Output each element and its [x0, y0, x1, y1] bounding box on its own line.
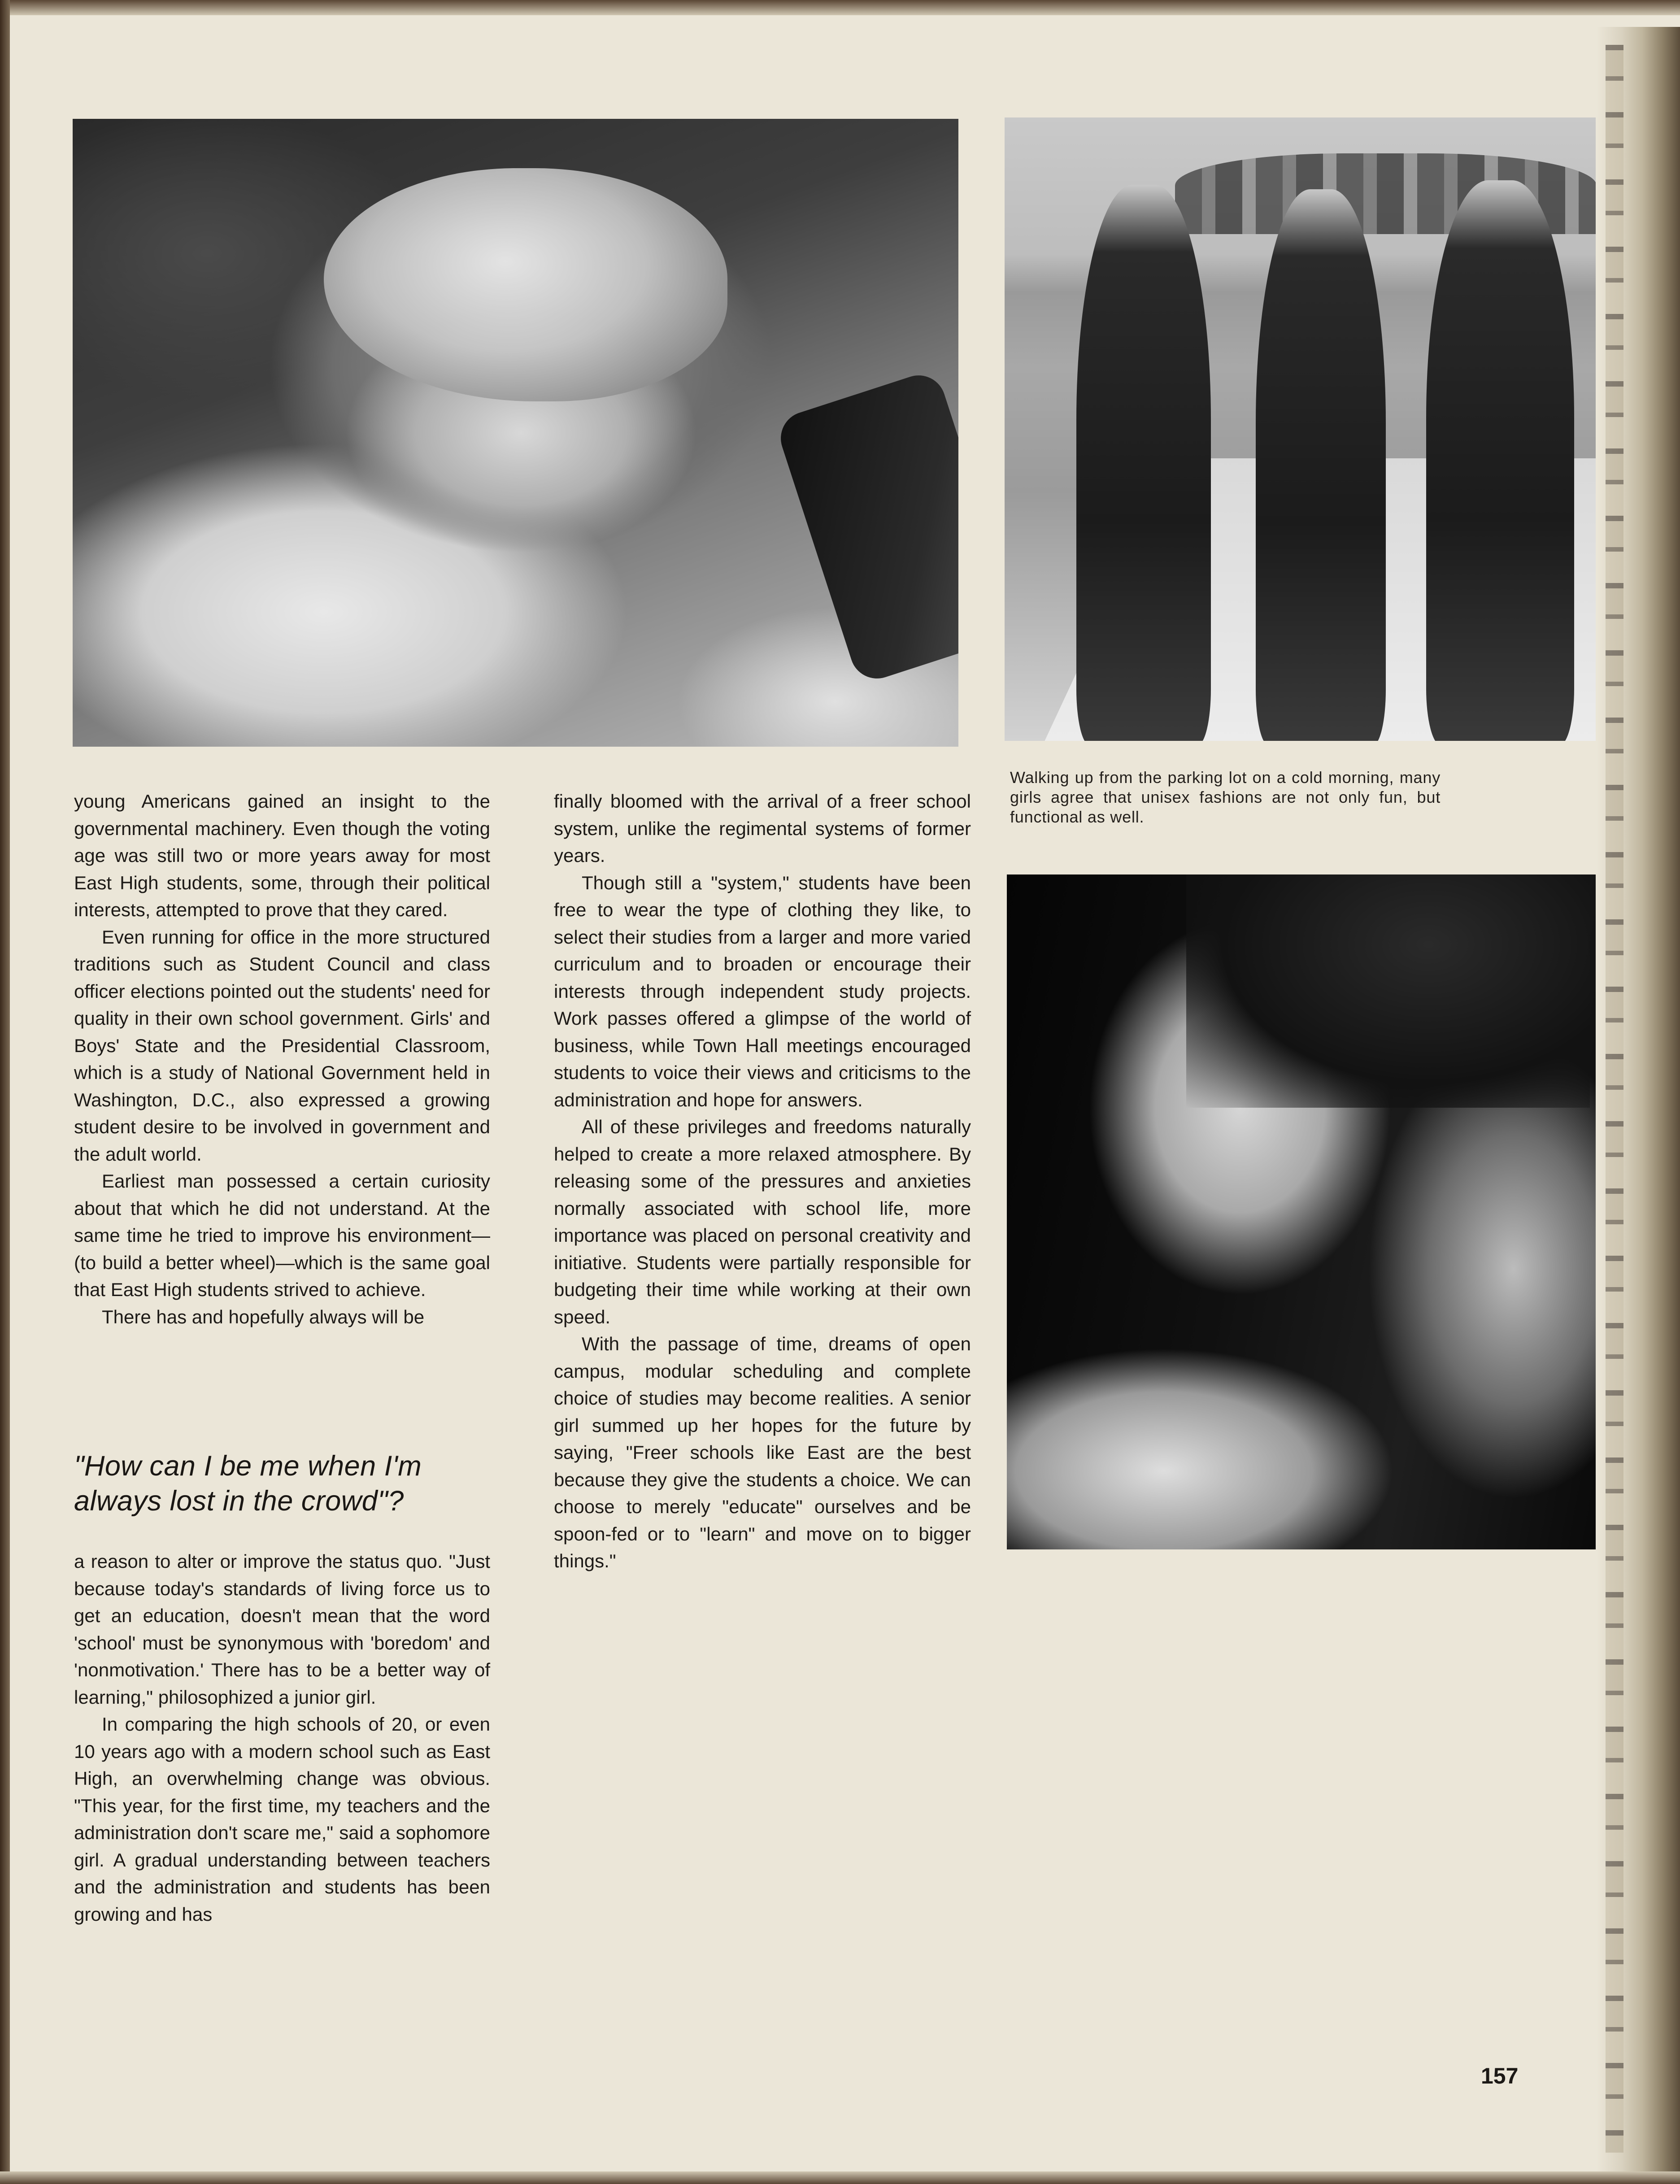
- paragraph: In comparing the high schools of 20, or even 10 years ago with a modern school such as East High, an overwhelming change was obvious. "This year, for the first time, my teachers and the administration don't scare me," said a sophomore girl. A gradual understanding between teachers and the administration and students has been growing and has: [74, 1714, 490, 1925]
- page-stack-edge: [1597, 27, 1680, 2184]
- photo-girl-center: [1256, 189, 1386, 741]
- photo-girl-left: [1076, 185, 1211, 741]
- photo-caption: Walking up from the parking lot on a cold morning, many girls agree that unisex fashions are not only fun, but functional as well.: [1010, 768, 1441, 826]
- paragraph: Though still a "system," students have been free to wear the type of clothing they like, to select their studies from a larger and more varied curriculum and to broaden or encourage their interests through independent study projects. Work passes offered a glimpse of the world of business, while Town Hall meetings encouraged students to voice their views and criticisms to the administration and hope for answers.: [554, 872, 971, 1110]
- photo-girl-right: [1426, 180, 1574, 741]
- page-top-edge: [0, 0, 1680, 15]
- walking-girls-photo: [1005, 117, 1596, 741]
- page-stack-lines: [1606, 45, 1623, 2153]
- paragraph: There has and hopefully always will be: [102, 1306, 425, 1327]
- photo-sleeve-shadow: [774, 368, 958, 685]
- middle-column: [554, 788, 971, 1575]
- paragraph: young Americans gained an insight to the governmental machinery. Even though the voting age was still two or more years away for most East High students, some, through their political interests, attempted to prove that they cared.: [74, 791, 490, 920]
- binding-edge: [0, 0, 10, 2184]
- page-number: 157: [1481, 2063, 1519, 2088]
- paragraph: finally bloomed with the arrival of a freer school system, unlike the regimental systems of former years.: [554, 791, 971, 866]
- paragraph: Even running for office in the more structured traditions such as Student Council and class officer elections pointed out the students' need for quality in their own school government. Girls' and Boys' State and the Presidential Classroom, which is a study of National Government held in Washington, D.C., also expressed a growing student desire to be involved in government and the adult world.: [74, 926, 490, 1165]
- photo-hair-shadow: [1186, 874, 1590, 1108]
- pull-quote: "How can I be me when I'm always lost in the crowd"?: [74, 1450, 422, 1517]
- portrait-photo: [1007, 874, 1596, 1549]
- paragraph: a reason to alter or improve the status quo. "Just because today's standards of living force us to get an education, doesn't mean that the word 'school' must be synonymous with 'boredom' and 'nonmotivation.' There has to be a better way of learning," philosophized a junior girl.: [74, 1551, 490, 1708]
- left-column-top: [74, 788, 490, 1331]
- photo-hair-highlight: [324, 168, 727, 401]
- paragraph: All of these privileges and freedoms naturally helped to create a more relaxed atmosphere. By releasing some of the pressures and anxieties normally associated with school life, more importance was placed on personal creativity and initiative. Students were partially responsible for budgeting their time while working at their own speed.: [554, 1116, 971, 1327]
- sleeping-student-photo: [73, 119, 958, 747]
- paragraph: With the passage of time, dreams of open campus, modular scheduling and complete choice of studies may become realities. A senior girl summed up her hopes for the future by saying, "Freer schools like East are the best because they give the students a choice. We can choose to merely "educate" ourselves and be spoon-fed or to "learn" and move on to bigger things.": [554, 1333, 971, 1571]
- paragraph: Earliest man possessed a certain curiosity about that which he did not understand. At the same time he tried to improve his environment—(to build a better wheel)—which is the same goal that East High students strived to achieve.: [74, 1170, 490, 1300]
- page-bottom-edge: [0, 2171, 1680, 2184]
- left-column-bottom: [74, 1548, 490, 1928]
